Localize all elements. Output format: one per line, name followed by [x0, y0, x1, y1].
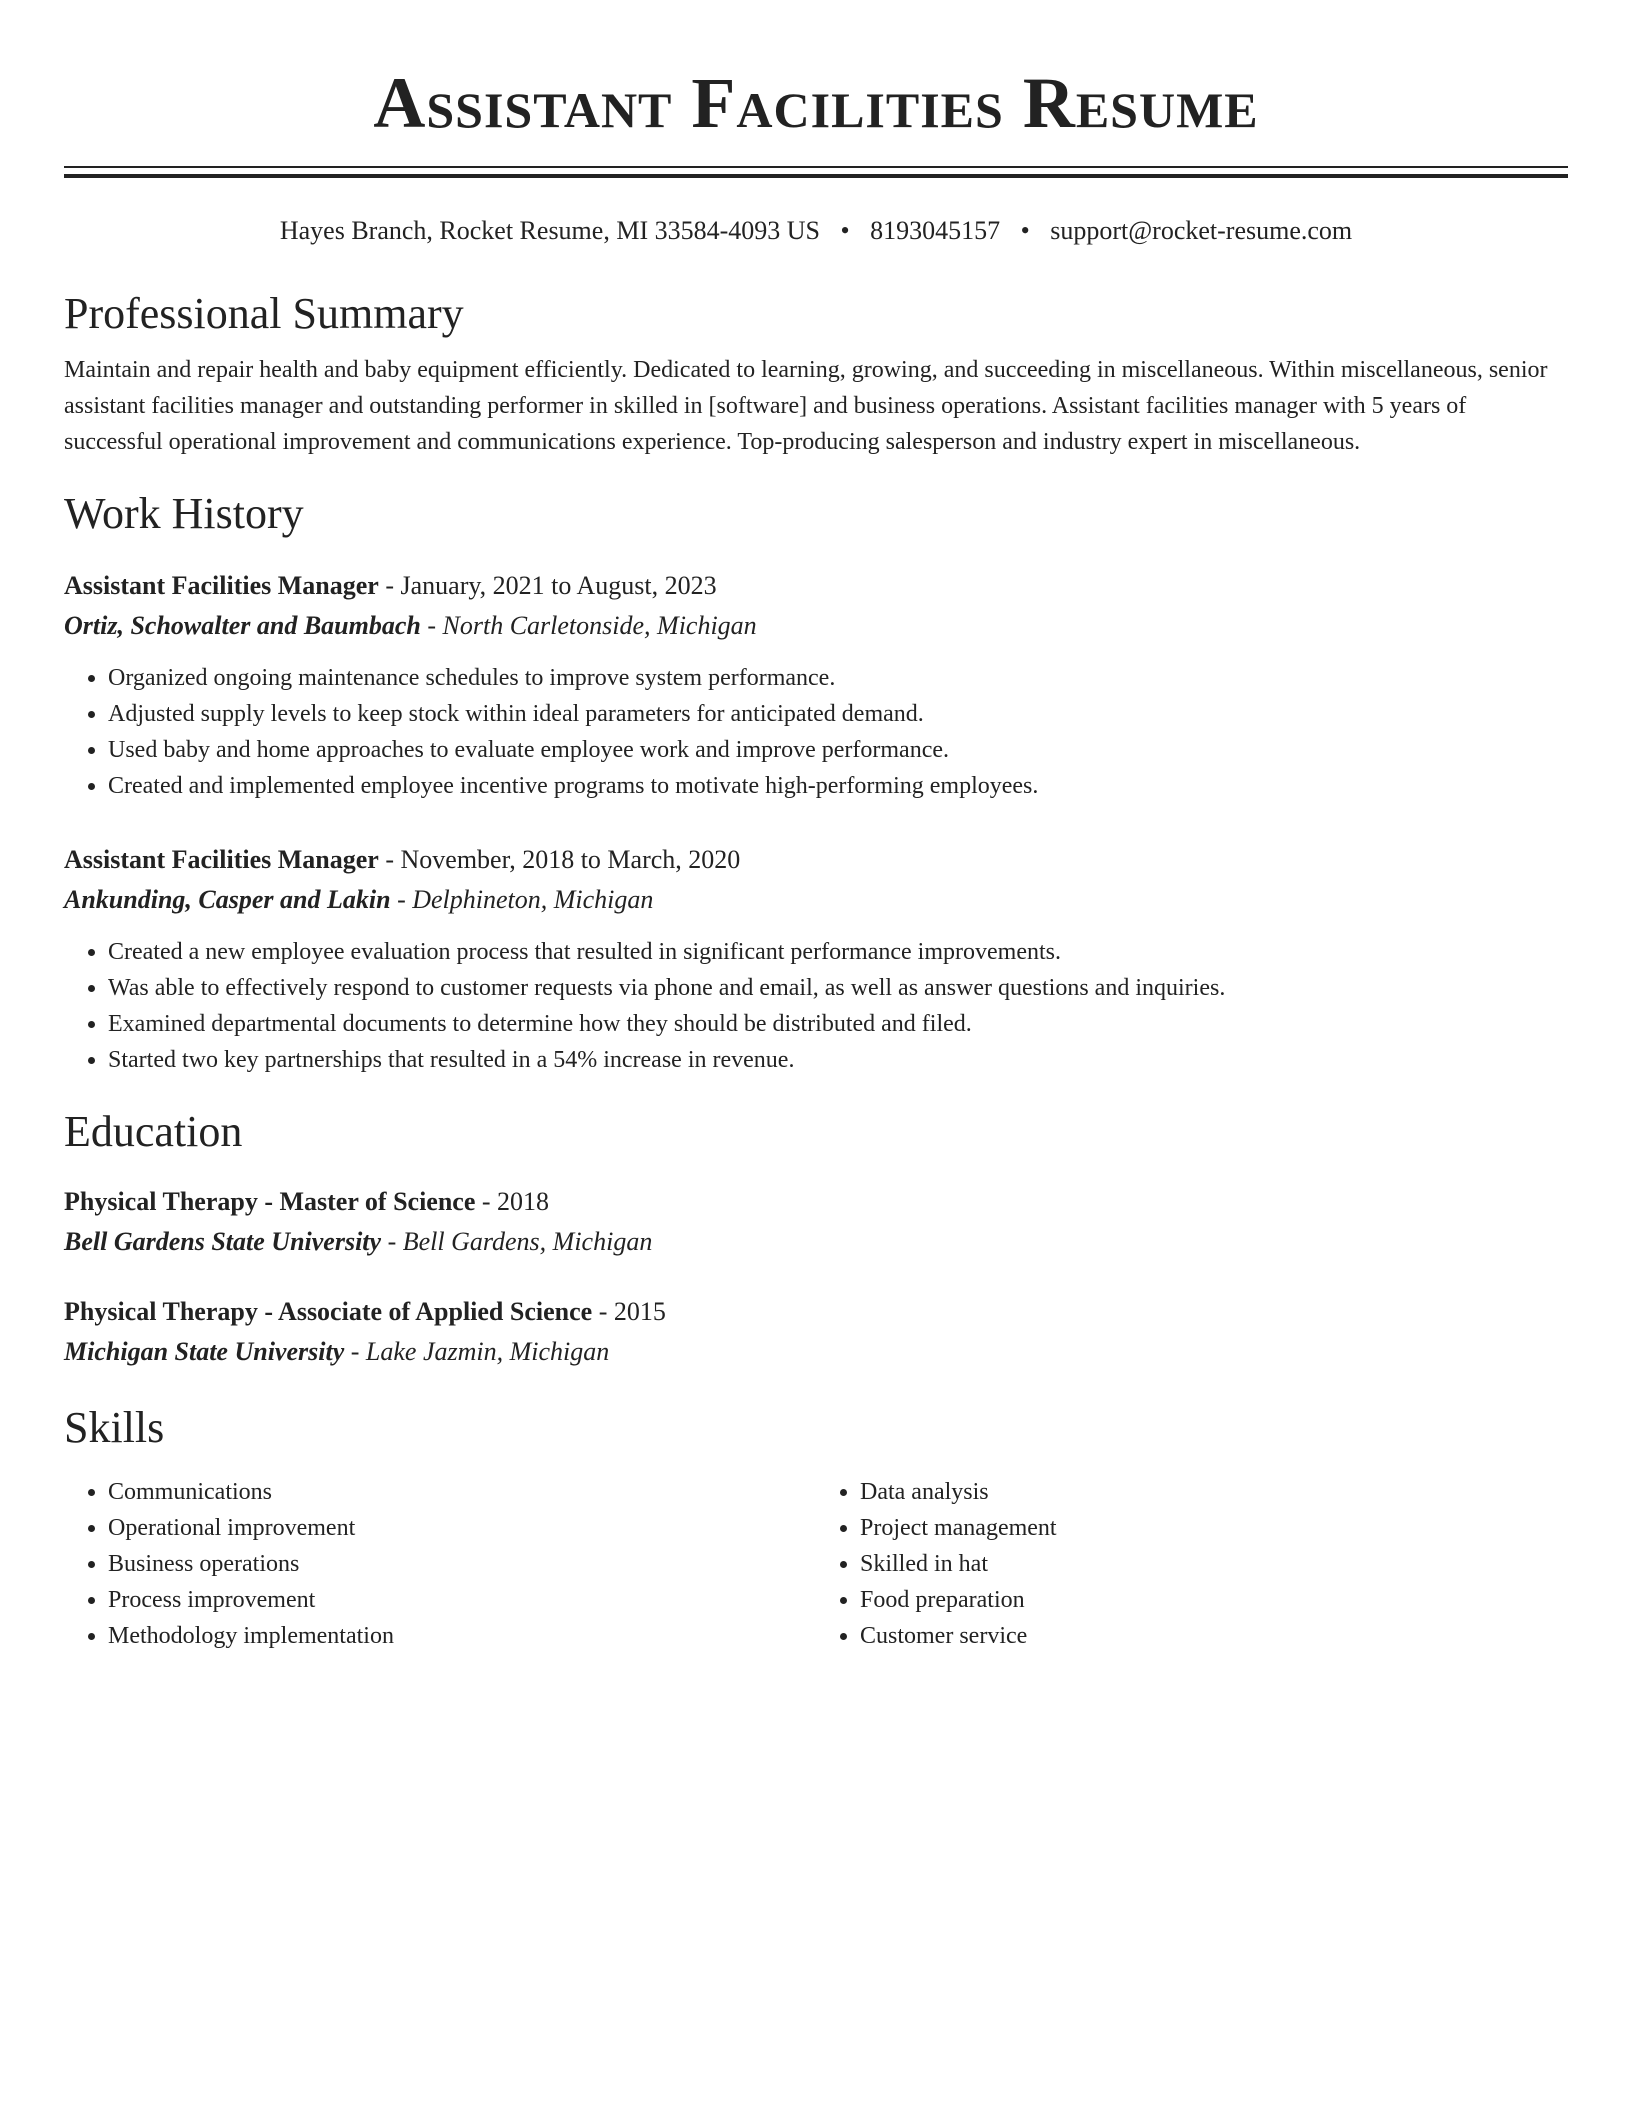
skills-list-left — [64, 1474, 816, 1654]
job-location: - North Carletonside, Michigan — [420, 611, 757, 640]
title-divider — [64, 166, 1568, 178]
skill-item: • Food preparation — [860, 1582, 1568, 1618]
school-line — [64, 1222, 1568, 1262]
list-item: • Used baby and home approaches to evaluate employee work and improve performance. — [108, 732, 1568, 768]
skill-item: • Skilled in hat — [860, 1546, 1568, 1582]
job-dates: - January, 2021 to August, 2023 — [378, 571, 717, 600]
skill-item: • Communications — [108, 1474, 816, 1510]
resume-title: Assistant Facilities Resume — [373, 63, 1259, 143]
resume-page — [64, 0, 1568, 1654]
school-location: - Lake Jazmin, Michigan — [344, 1337, 610, 1366]
skill-item: • Business operations — [108, 1546, 816, 1582]
education-heading: Education — [64, 1107, 243, 1156]
list-item: • Created and implemented employee incentive programs to motivate high-performing employees. — [108, 768, 1568, 804]
school-name: Bell Gardens State University — [64, 1227, 382, 1256]
job-bullets — [64, 934, 1568, 1078]
list-item: • Organized ongoing maintenance schedules to improve system performance. — [108, 660, 1568, 696]
list-item: • Was able to effectively respond to customer requests via phone and email, as well as answer questions and inquiries. — [108, 970, 1568, 1006]
job-title-line — [64, 566, 1568, 606]
job-dates: - November, 2018 to March, 2020 — [378, 845, 741, 874]
degree-year: - 2018 — [475, 1187, 550, 1216]
degree-name: Physical Therapy - Associate of Applied Science — [64, 1297, 593, 1326]
education-entry — [64, 1292, 1568, 1372]
job-company: Ortiz, Schowalter and Baumbach — [64, 611, 421, 640]
job-company: Ankunding, Casper and Lakin — [64, 885, 391, 914]
list-item: • Examined departmental documents to determine how they should be distributed and filed. — [108, 1006, 1568, 1042]
degree-name: Physical Therapy - Master of Science — [64, 1187, 476, 1216]
job-location: - Delphineton, Michigan — [390, 885, 654, 914]
skill-item: • Data analysis — [860, 1474, 1568, 1510]
job-role: Assistant Facilities Manager — [64, 845, 379, 874]
summary-text: Maintain and repair health and baby equipment efficiently. Dedicated to learning, growing, and succeeding in miscellaneous. Within miscellaneous, senior assistant facilities manager and outstanding performer in skilled in [software] and business operations. Assistant facilities manager with 5 years of successful operational improvement and communications experience. Top-producing salesperson and industry expert in miscellaneous. — [64, 357, 1548, 455]
job-title-line — [64, 840, 1568, 880]
skill-item: • Methodology implementation — [108, 1618, 816, 1654]
job-role: Assistant Facilities Manager — [64, 571, 379, 600]
skill-item: • Customer service — [860, 1618, 1568, 1654]
school-line — [64, 1332, 1568, 1372]
bullet-separator: • — [1020, 216, 1030, 245]
job-bullets — [64, 660, 1568, 804]
skill-item: • Process improvement — [108, 1582, 816, 1618]
skills-list-right — [816, 1474, 1568, 1654]
job-entry — [64, 566, 1568, 804]
skills-columns — [64, 1474, 1568, 1654]
degree-line — [64, 1292, 1568, 1332]
bullet-separator: • — [840, 216, 850, 245]
contact-email: support@rocket-resume.com — [1050, 216, 1353, 245]
skill-item: • Operational improvement — [108, 1510, 816, 1546]
contact-line — [64, 214, 1568, 248]
contact-phone: 8193045157 — [870, 216, 1001, 245]
skills-heading: Skills — [64, 1403, 165, 1452]
list-item: • Created a new employee evaluation process that resulted in significant performance improvements. — [108, 934, 1568, 970]
list-item: • Started two key partnerships that resulted in a 54% increase in revenue. — [108, 1042, 1568, 1078]
summary-heading: Professional Summary — [64, 289, 464, 338]
contact-address: Hayes Branch, Rocket Resume, MI 33584-4093 US — [279, 216, 820, 245]
list-item: • Adjusted supply levels to keep stock within ideal parameters for anticipated demand. — [108, 696, 1568, 732]
school-location: - Bell Gardens, Michigan — [381, 1227, 653, 1256]
degree-line — [64, 1182, 1568, 1222]
job-entry — [64, 840, 1568, 1078]
work-history-heading: Work History — [64, 489, 304, 538]
job-company-line — [64, 880, 1568, 920]
school-name: Michigan State University — [64, 1337, 345, 1366]
job-company-line — [64, 606, 1568, 646]
degree-year: - 2015 — [592, 1297, 666, 1326]
education-entry — [64, 1182, 1568, 1262]
skill-item: • Project management — [860, 1510, 1568, 1546]
